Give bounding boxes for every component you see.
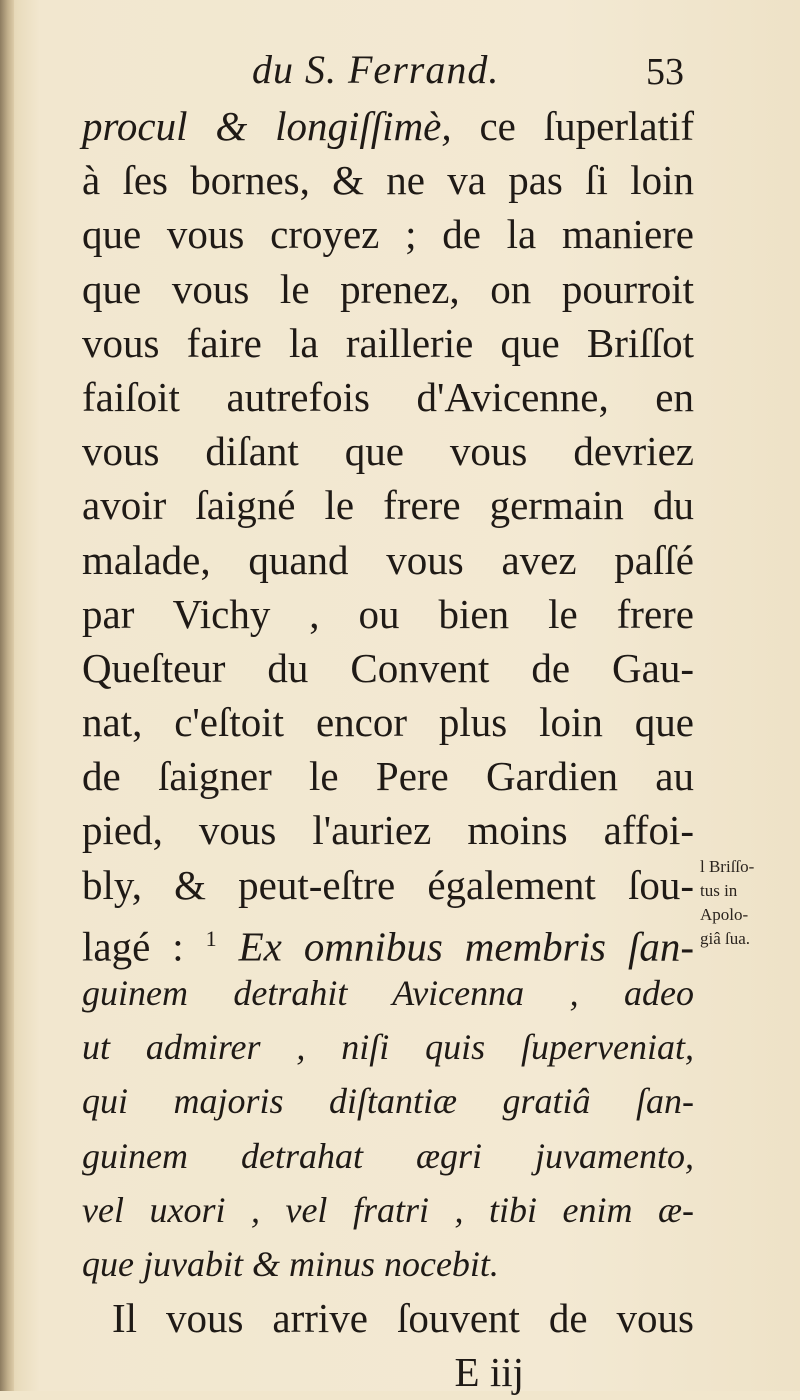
latin-quotation-line: vel uxori , vel fratri , tibi enim æ-: [82, 1189, 694, 1230]
margin-note: [700, 855, 798, 951]
text-line: par Vichy , ou bien le frere: [82, 590, 694, 637]
text-line: Queſteur du Convent de Gau-: [82, 644, 694, 691]
text-line: [82, 99, 694, 153]
text-line: vous diſant que vous devriez: [82, 428, 694, 475]
page-binding-edge: [0, 0, 14, 1391]
text-line-roman: lagé :: [82, 923, 184, 970]
latin-quotation-line: ut admirer , niſi quis ſuperveniat,: [82, 1027, 694, 1068]
catchword: E iij: [454, 1349, 524, 1396]
text-line: malade, quand vous avez paſſé: [82, 536, 694, 583]
page-header: [84, 40, 684, 100]
margin-note-line: tus in: [700, 881, 738, 900]
latin-quotation-line: que juvabit & minus nocebit.: [82, 1243, 499, 1284]
text-line-italic: procul & longiſſimè,: [82, 103, 452, 149]
text-line-roman: ce ſuperlatif: [479, 103, 694, 149]
margin-note-line: Apolo-: [700, 905, 749, 924]
text-line: avoir ſaigné le frere germain du: [82, 482, 694, 529]
latin-quotation-line: guinem detrahit Avicenna , adeo: [82, 973, 694, 1013]
text-line: Il vous arrive ſouvent de vous: [112, 1295, 694, 1342]
text-line: nat, c'eſtoit encor plus loin que: [82, 699, 694, 746]
note-reference: 1: [205, 925, 217, 951]
latin-quotation: Ex omnibus membris ſan-: [238, 923, 695, 970]
text-line: pied, vous l'auriez moins affoi-: [82, 807, 694, 854]
text-body: [82, 99, 694, 1400]
text-line-with-note: [82, 912, 695, 970]
text-line: bly, & peut-eſtre également ſou-: [82, 861, 694, 908]
page-number: 53: [646, 51, 684, 93]
text-line: faiſoit autrefois d'Avicenne, en: [82, 373, 694, 420]
running-head: du S. Ferrand.: [252, 47, 500, 92]
text-line: que vous croyez ; de la maniere: [82, 211, 694, 258]
margin-note-line: giâ ſua.: [700, 929, 751, 948]
text-line: vous faire la raillerie que Briſſot: [82, 319, 694, 366]
margin-note-line: l Briſſo-: [700, 857, 755, 876]
latin-quotation-line: guinem detrahat ægri juvamento,: [82, 1135, 694, 1176]
text-line: à ſes bornes, & ne va pas ſi loin: [82, 157, 694, 204]
text-line: que vous le prenez, on pourroit: [82, 265, 694, 312]
latin-quotation-line: qui majoris diſtantiæ gratiâ ſan-: [82, 1081, 694, 1122]
text-line: de ſaigner le Pere Gardien au: [82, 753, 694, 800]
